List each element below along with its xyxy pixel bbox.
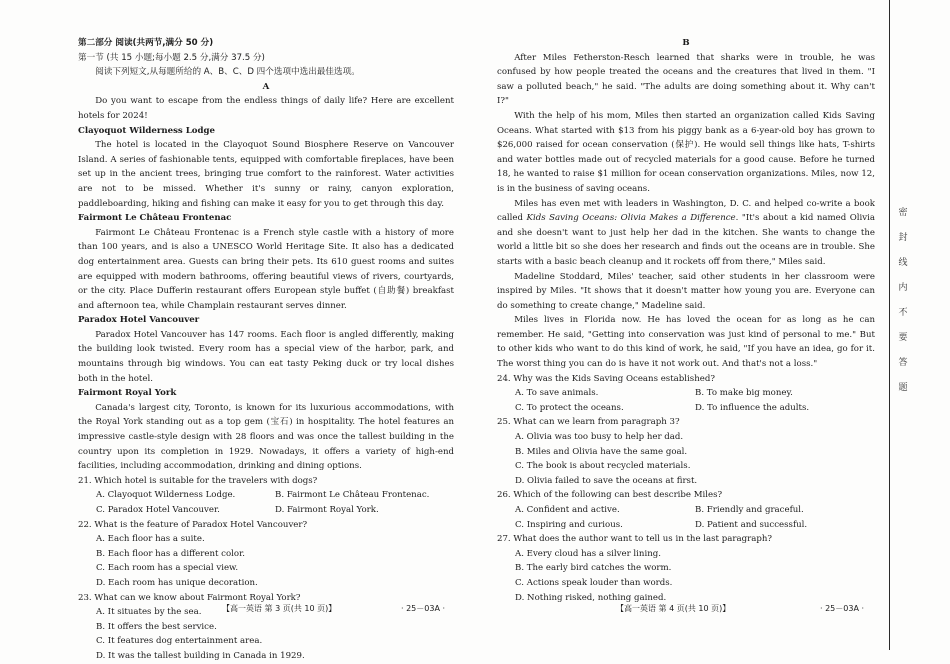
question-stem: 24. Why was the Kids Saving Oceans established? [497, 373, 715, 384]
question-stem: 21. Which hotel is suitable for the travelers with dogs? [78, 475, 318, 486]
binding-line [889, 0, 890, 650]
passage-b-paragraph-3: Miles has even met with leaders in Washington, D. C. and helped co-write a book called Kids Saving Oceans: Olivia Makes a Difference. "It's about a kid named Olivia and she doesn't want to just help her dad in the kitchen. She wants to change the world a little bit so she does her research and finds out the oceans are in trouble. She starts with a basic beach cleanup and it rockets off from there," Miles said. [497, 198, 875, 267]
option-row [497, 503, 875, 518]
answer-option: A. Olivia was too busy to help her dad. [515, 432, 684, 443]
answer-option: C. The book is about recycled materials. [515, 461, 691, 472]
page-4-code: · 25－03A · [820, 604, 865, 613]
question-stem: 26. Which of the following can best describe Miles? [497, 490, 723, 501]
binding-char: 线 [898, 258, 908, 268]
left-page [78, 36, 454, 664]
hotel-description: Fairmont Le Château Frontenac is a French style castle with a history of more than 100 years, and is also a UNESCO World Heritage Site. It also has a dedicated dog entertainment area. Guests can bring their pets. Its 610 guest rooms and suites are equipped with modern bathrooms, offering beautiful views of rivers, courtyards, or the city. Place Dufferin restaurant offers European style buffet (自助餐) breakfast and afternoon tea, while Champlain restaurant serves dinner. [78, 227, 454, 311]
question-stem: 27. What does the author want to tell us in the last paragraph? [497, 534, 772, 545]
answer-option: B. Friendly and graceful. [695, 505, 804, 515]
answer-option: A. Clayoquot Wilderness Lodge. [96, 490, 236, 501]
passage-b-paragraph: After Miles Fetherston-Resch learned that sharks were in trouble, he was confused by how people treated the oceans and the creatures that lived in them. "I saw a polluted beach," he said. "The adults are doing something about it. Why can't I?" [497, 52, 875, 107]
hotel-description: Canada's largest city, Toronto, is known for its luxurious accommodations, with the Royal York standing out as a top gem (宝石) in hospitality. The hotel features an impressive castle-style design with 28 floors and was once the tallest building in the country upon its completion in 1929. Nowadays, it offers a variety of high-end facilities, including accommodation, drinking and dining options. [78, 402, 454, 472]
passage-b-paragraph: Miles lives in Florida now. He has loved the ocean for as long as he can remember. He said, "Getting into conservation was just kind of personal to me." But to other kids who want to do this kind of work, he said, "If you have an idea, go for it. The worst thing you can do is have it not work out. And that's not a loss." [497, 315, 875, 370]
section-title: 第二部分 阅读(共两节,满分 50 分) [78, 38, 214, 48]
answer-option: C. To protect the oceans. [515, 402, 624, 413]
hotel-name: Fairmont Le Château Frontenac [78, 213, 232, 224]
answer-option: A. Every cloud has a silver lining. [515, 548, 661, 559]
option-row [497, 386, 875, 401]
answer-option: A. Confident and active. [515, 505, 620, 515]
answer-option: C. Each room has a special view. [96, 563, 239, 574]
book-title: Kids Saving Oceans: Olivia Makes a Difference [526, 213, 736, 224]
option-row [497, 401, 875, 416]
instruction: 阅读下列短文,从每题所给的 A、B、C、D 四个选项中选出最佳选项。 [95, 67, 360, 78]
question-stem: 23. What can we know about Fairmont Royal York? [78, 592, 301, 603]
right-page [497, 36, 875, 605]
hotel-name: Fairmont Royal York [78, 388, 177, 399]
binding-notice [896, 205, 910, 393]
page-4-footer: 【高一英语 第 4 页(共 10 页)】 [616, 604, 731, 613]
option-row [497, 518, 875, 533]
passage-b-paragraph: Madeline Stoddard, Miles' teacher, said other students in her classroom were inspired by Miles. "It shows that it doesn't matter how young you are. Everyone can do something to create change," Madeline said. [497, 271, 875, 311]
option-row [78, 488, 454, 503]
answer-option: A. It situates by the sea. [96, 607, 202, 618]
answer-option: A. To save animals. [515, 388, 599, 399]
passage-a-label: A [262, 81, 270, 92]
question-stem: 25. What can we learn from paragraph 3? [497, 417, 680, 428]
answer-option: B. It offers the best service. [96, 621, 217, 632]
answer-option: D. Fairmont Royal York. [275, 505, 379, 515]
page-3-code: · 25－03A · [401, 604, 446, 613]
binding-char: 封 [898, 233, 908, 243]
passage-b-label: B [682, 38, 690, 48]
binding-char: 题 [898, 383, 908, 393]
answer-option: B. Miles and Olivia have the same goal. [515, 446, 688, 457]
answer-option: D. It was the tallest building in Canada in 1929. [96, 650, 305, 661]
answer-option: B. Each floor has a different color. [96, 548, 245, 559]
answer-option: C. Paradox Hotel Vancouver. [96, 505, 220, 515]
answer-option: D. Each room has unique decoration. [96, 577, 258, 588]
answer-option: D. Nothing risked, nothing gained. [515, 592, 667, 603]
answer-option: D. To influence the adults. [695, 402, 810, 413]
answer-option: C. It features dog entertainment area. [96, 636, 263, 647]
questions-21-23 [78, 474, 454, 664]
questions-24-27 [497, 372, 875, 606]
hotel-list [78, 124, 454, 474]
option-row [78, 503, 454, 518]
answer-option: A. Each floor has a suite. [96, 534, 205, 545]
binding-char: 要 [898, 333, 908, 343]
hotel-name: Paradox Hotel Vancouver [78, 315, 200, 326]
binding-char: 内 [898, 283, 908, 293]
binding-char: 密 [898, 208, 908, 218]
answer-option: B. Fairmont Le Château Frontenac. [275, 490, 430, 501]
passage-a-intro: Do you want to escape from the endless things of daily life? Here are excellent hotels for 2024! [78, 96, 454, 121]
answer-option: B. The early bird catches the worm. [515, 563, 672, 574]
hotel-description: The hotel is located in the Clayoquot Sound Biosphere Reserve on Vancouver Island. A series of fashionable tents, equipped with comfortable fireplaces, have been set up in the ancient trees, bringing true comfort to the rainforest. Water activities are not to be missed. Whether it's sunny or rainy, canyon exploration, paddleboarding, hiking and fishing can make it easy for you to get through this day. [78, 140, 454, 209]
binding-char: 答 [898, 358, 908, 368]
passage-b-paragraphs-end [497, 270, 875, 372]
question-stem: 22. What is the feature of Paradox Hotel Vancouver? [78, 519, 308, 530]
passage-b-paragraphs [497, 51, 875, 197]
hotel-name: Clayoquot Wilderness Lodge [78, 125, 216, 136]
passage-b-paragraph: With the help of his mom, Miles then started an organization called Kids Saving Oceans. What started with $13 from his piggy bank as a 6-year-old boy has grown to $26,000 raised for ocean conservation (保护). He would sell things like hats, T-shirts and water bottles made out of recycled materials for a good cause. Before he turned 18, he wanted to raise $1 million for ocean conservation organizations. Miles, now 12, is in the business of saving oceans. [497, 110, 875, 194]
binding-char: 不 [898, 308, 908, 318]
answer-option: D. Olivia failed to save the oceans at first. [515, 475, 698, 486]
page-3-footer: 【高一英语 第 3 页(共 10 页)】 [222, 604, 337, 613]
answer-option: C. Actions speak louder than words. [515, 577, 673, 588]
subsection-title: 第一节 (共 15 小题;每小题 2.5 分,满分 37.5 分) [78, 52, 265, 63]
answer-option: D. Patient and successful. [695, 519, 808, 530]
answer-option: B. To make big money. [695, 388, 793, 399]
answer-option: C. Inspiring and curious. [515, 519, 623, 530]
hotel-description: Paradox Hotel Vancouver has 147 rooms. Each floor is angled differently, making the building look twisted. Every room has a special view of the harbor, park, and mountains through big windows. You can eat tasty Peking duck or try local dishes both in the hotel. [78, 329, 454, 384]
